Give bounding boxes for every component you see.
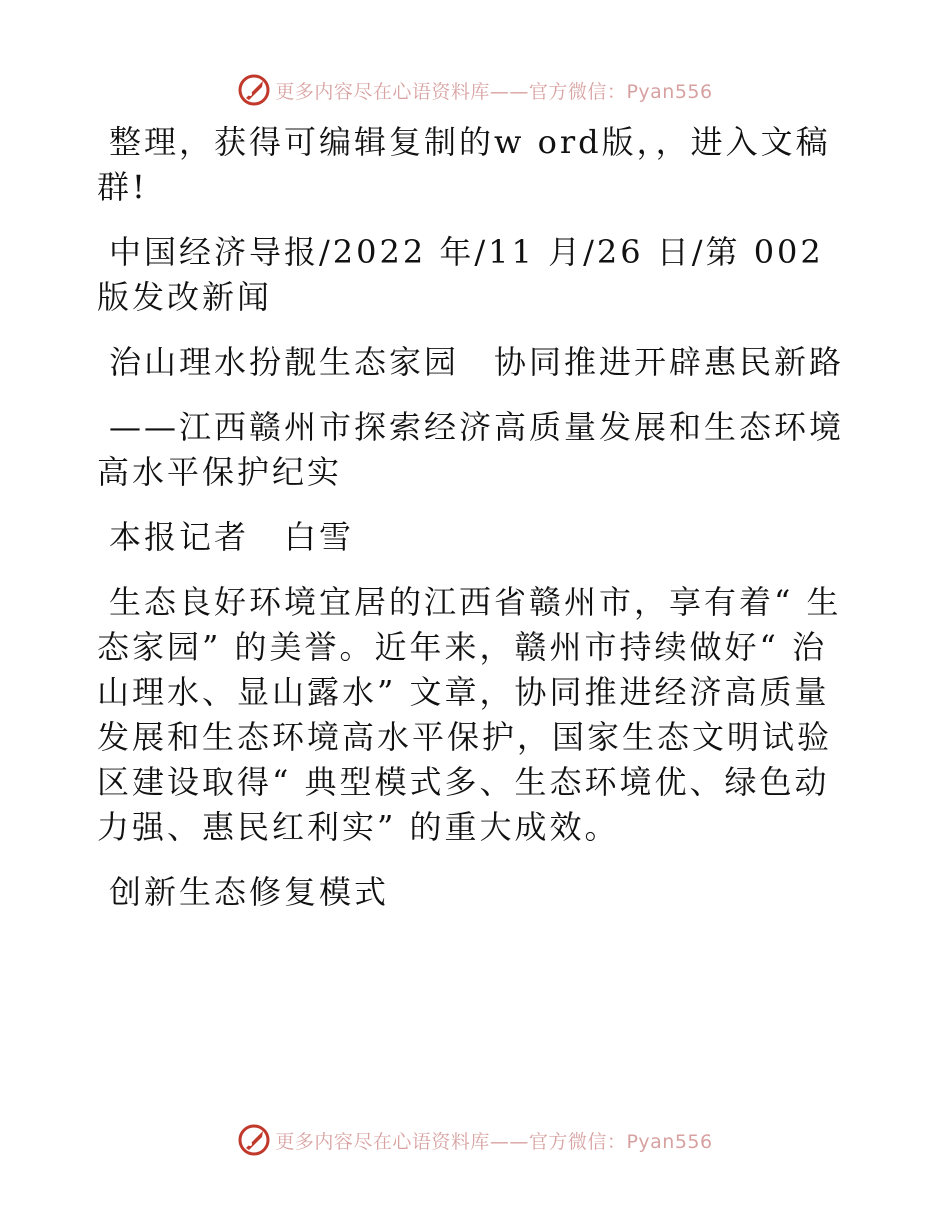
byline: 本报记者 白雪 (109, 518, 355, 556)
watermark-dash: —— (489, 1130, 529, 1153)
document-body (97, 120, 857, 935)
intro-paragraph: 整理，获得可编辑复制的w ord版，，进入文稿群! (97, 123, 831, 206)
header-watermark (0, 70, 950, 110)
footer-watermark (0, 1120, 950, 1160)
watermark-slogan: 更多内容尽在心语资料库 (275, 1130, 490, 1153)
article-subtitle: ——江西赣州市探索经济高质量发展和生态环境高水平保护纪实 (97, 408, 845, 491)
lead-paragraph: 生态良好环境宜居的江西省赣州市，享有着“ 生态家园” 的美誉。近年来，赣州市持续做好“ 治山理水、显山露水” 文章，协同推进经济高质量发展和生态环境高水平保护，国家生态文明试验区建设取得“ 典型模式多、生态环境优、绿色动力强、惠民红利实” 的重大成效。 (97, 583, 842, 846)
watermark-slogan: 更多内容尽在心语资料库 (275, 80, 490, 103)
section-heading: 创新生态修复模式 (109, 873, 390, 911)
watermark-id: Pyan556 (626, 80, 713, 103)
watermark-label: 官方微信： (528, 1130, 627, 1153)
watermark-text (275, 77, 712, 104)
watermark-label: 官方微信： (528, 80, 627, 103)
source-line: 中国经济导报/2022 年/11 月/26 日/第 002 版发改新闻 (97, 233, 824, 316)
watermark-group (237, 1123, 712, 1157)
pen-nib-logo-icon (237, 1123, 271, 1157)
watermark-id: Pyan556 (626, 1130, 713, 1153)
pen-nib-logo-icon (237, 73, 271, 107)
article-title: 治山理水扮靓生态家园 协同推进开辟惠民新路 (109, 343, 845, 381)
watermark-text (275, 1127, 712, 1154)
watermark-dash: —— (489, 80, 529, 103)
watermark-group (237, 73, 712, 107)
